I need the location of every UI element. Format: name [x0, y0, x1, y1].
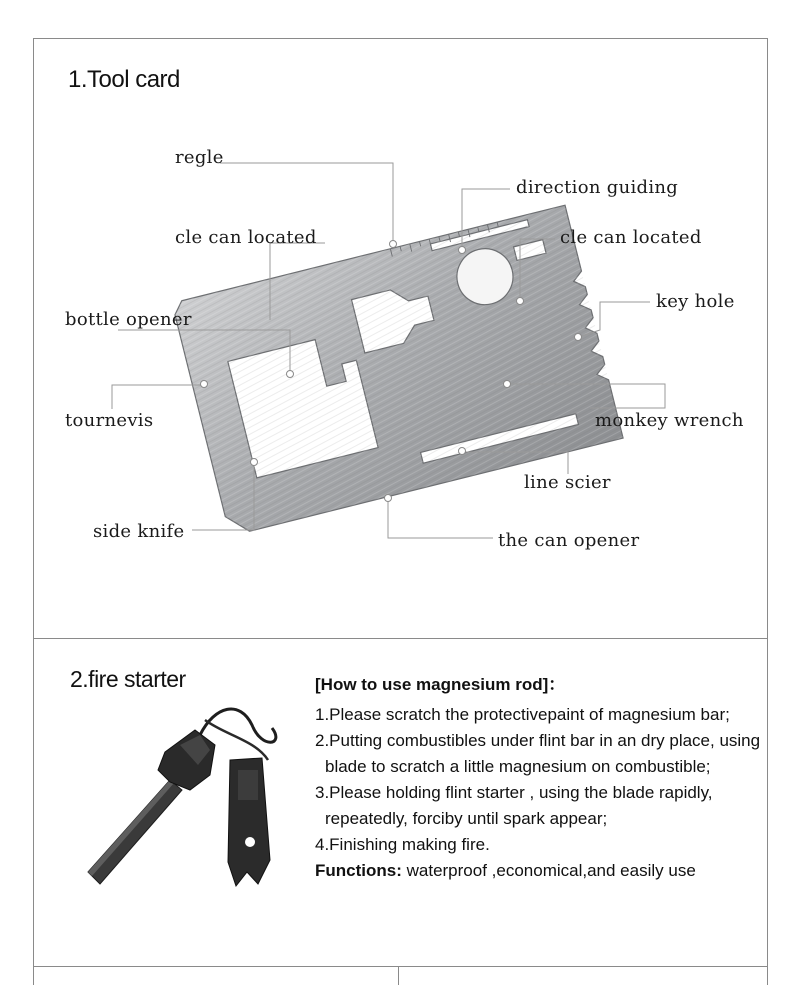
instruction-step-4: 4.Finishing making fire.: [315, 835, 490, 854]
label-direction-guiding: direction guiding: [516, 177, 679, 198]
label-key-hole: key hole: [656, 291, 735, 312]
functions-text: waterproof ,economical,and easily use: [401, 861, 696, 880]
tool-card-title: 1.Tool card: [68, 66, 180, 93]
label-side-knife: side knife: [93, 521, 185, 542]
functions-line: [315, 858, 775, 884]
magnesium-rod-instructions: [315, 672, 775, 884]
instruction-step-2: 2.Putting combustibles under flint bar in an dry place, using blade to scratch a little magnesium on combustible;: [315, 731, 761, 776]
label-bottle-opener: bottle opener: [65, 309, 192, 330]
instruction-step-1: 1.Please scratch the protectivepaint of magnesium bar;: [315, 705, 730, 724]
instructions-heading: [How to use magnesium rod]：: [315, 675, 566, 694]
label-the-can-opener: the can opener: [498, 530, 640, 551]
label-monkey-wrench: monkey wrench: [595, 410, 744, 431]
label-cle-can-located-right: cle can located: [560, 227, 702, 248]
magnesium-fire-starter-image: [88, 709, 276, 886]
label-cle-can-located-left: cle can located: [175, 227, 317, 248]
functions-label: Functions:: [315, 861, 402, 880]
label-tournevis: tournevis: [65, 410, 154, 431]
instruction-step-3: 3.Please holding flint starter , using the blade rapidly, repeatedly, forciby until spark appear;: [315, 783, 713, 828]
label-line-scier: line scier: [524, 472, 611, 493]
label-regle: regle: [175, 147, 224, 168]
fire-starter-title: 2.fire starter: [70, 666, 186, 692]
